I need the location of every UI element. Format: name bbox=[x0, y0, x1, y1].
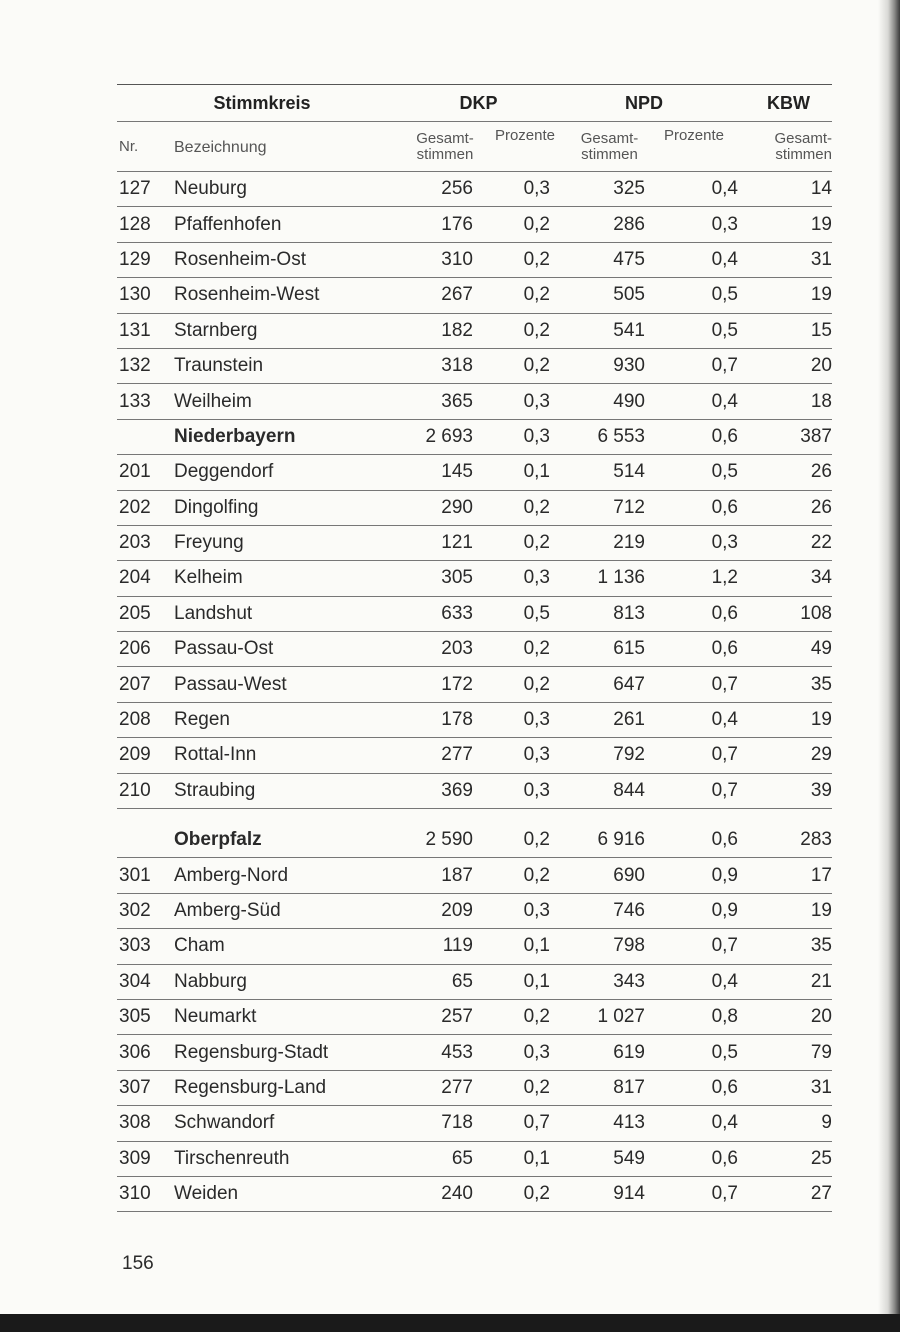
cell-dkp-prozente: 0,2 bbox=[523, 638, 550, 660]
cell-bezeichnung: Landshut bbox=[174, 602, 253, 624]
election-results-table bbox=[117, 85, 832, 1212]
cell-npd-gesamtstimmen: 914 bbox=[613, 1183, 645, 1205]
cell-kbw-gesamtstimmen: 283 bbox=[800, 829, 832, 851]
cell-kbw-gesamtstimmen: 22 bbox=[810, 532, 832, 554]
cell-bezeichnung: Niederbayern bbox=[174, 425, 296, 447]
cell-dkp-prozente: 0,3 bbox=[523, 744, 550, 766]
cell-dkp-prozente: 0,3 bbox=[523, 178, 550, 200]
cell-bezeichnung: Rosenheim-Ost bbox=[174, 248, 306, 270]
cell-npd-prozente: 0,7 bbox=[711, 744, 738, 766]
table-row bbox=[117, 823, 832, 858]
cell-dkp-gesamtstimmen: 121 bbox=[441, 532, 473, 554]
cell-dkp-gesamtstimmen: 145 bbox=[441, 461, 473, 483]
cell-dkp-gesamtstimmen: 257 bbox=[441, 1006, 473, 1028]
cell-npd-prozente: 0,7 bbox=[711, 779, 738, 801]
cell-npd-prozente: 0,3 bbox=[711, 532, 738, 554]
cell-dkp-prozente: 0,1 bbox=[523, 970, 550, 992]
header-dkp-gesamtstimmen: Gesamt- stimmen bbox=[416, 129, 474, 163]
header-nr: Nr. bbox=[119, 137, 139, 155]
cell-npd-gesamtstimmen: 1 136 bbox=[597, 567, 645, 589]
header-kbw-gesamtstimmen: Gesamt- stimmen bbox=[774, 129, 832, 163]
cell-bezeichnung: Kelheim bbox=[174, 567, 243, 589]
cell-bezeichnung: Schwandorf bbox=[174, 1112, 275, 1134]
cell-npd-gesamtstimmen: 514 bbox=[613, 461, 645, 483]
cell-dkp-prozente: 0,2 bbox=[523, 248, 550, 270]
cell-dkp-prozente: 0,2 bbox=[523, 319, 550, 341]
cell-nr: 301 bbox=[119, 864, 151, 886]
cell-dkp-gesamtstimmen: 369 bbox=[441, 779, 473, 801]
cell-dkp-gesamtstimmen: 182 bbox=[441, 319, 473, 341]
table-row bbox=[117, 526, 832, 561]
header-bezeichnung: Bezeichnung bbox=[174, 139, 267, 157]
cell-kbw-gesamtstimmen: 17 bbox=[810, 864, 832, 886]
header-npd: NPD bbox=[624, 92, 663, 113]
cell-npd-prozente: 0,4 bbox=[711, 178, 738, 200]
cell-kbw-gesamtstimmen: 26 bbox=[810, 461, 832, 483]
table-row bbox=[117, 597, 832, 632]
cell-dkp-prozente: 0,5 bbox=[523, 602, 550, 624]
cell-bezeichnung: Cham bbox=[174, 935, 225, 957]
cell-dkp-prozente: 0,3 bbox=[523, 709, 550, 731]
cell-dkp-prozente: 0,2 bbox=[523, 673, 550, 695]
cell-dkp-prozente: 0,2 bbox=[523, 1076, 550, 1098]
cell-npd-prozente: 0,8 bbox=[711, 1006, 738, 1028]
cell-npd-prozente: 0,6 bbox=[711, 1147, 738, 1169]
cell-nr: 308 bbox=[119, 1112, 151, 1134]
cell-bezeichnung: Freyung bbox=[174, 532, 244, 554]
cell-kbw-gesamtstimmen: 19 bbox=[810, 900, 832, 921]
cell-npd-gesamtstimmen: 490 bbox=[613, 390, 645, 412]
table-row bbox=[117, 1000, 832, 1035]
cell-npd-prozente: 0,6 bbox=[711, 425, 738, 447]
cell-dkp-gesamtstimmen: 318 bbox=[441, 355, 473, 377]
cell-kbw-gesamtstimmen: 19 bbox=[810, 709, 832, 731]
table-row bbox=[117, 1071, 832, 1106]
cell-bezeichnung: Rosenheim-West bbox=[174, 284, 320, 306]
table-body bbox=[117, 172, 832, 1212]
cell-kbw-gesamtstimmen: 25 bbox=[810, 1147, 832, 1169]
cell-bezeichnung: Weiden bbox=[174, 1183, 239, 1205]
cell-dkp-prozente: 0,2 bbox=[523, 284, 550, 306]
cell-dkp-gesamtstimmen: 305 bbox=[441, 567, 473, 589]
cell-npd-prozente: 0,6 bbox=[711, 638, 738, 660]
cell-bezeichnung: Passau-West bbox=[174, 673, 287, 695]
table-row bbox=[117, 172, 832, 207]
cell-kbw-gesamtstimmen: 20 bbox=[810, 1006, 832, 1028]
cell-npd-prozente: 0,7 bbox=[711, 673, 738, 695]
cell-nr: 203 bbox=[119, 532, 151, 554]
cell-npd-prozente: 0,4 bbox=[711, 709, 738, 731]
cell-npd-prozente: 0,3 bbox=[711, 213, 738, 235]
cell-dkp-gesamtstimmen: 172 bbox=[441, 673, 473, 695]
cell-nr: 133 bbox=[119, 390, 151, 412]
cell-npd-gesamtstimmen: 798 bbox=[613, 935, 645, 957]
cell-npd-prozente: 0,7 bbox=[711, 355, 738, 377]
cell-kbw-gesamtstimmen: 18 bbox=[810, 390, 832, 412]
cell-kbw-gesamtstimmen: 19 bbox=[810, 213, 832, 235]
cell-bezeichnung: Straubing bbox=[174, 779, 256, 801]
cell-kbw-gesamtstimmen: 108 bbox=[800, 602, 832, 624]
cell-bezeichnung: Regensburg-Land bbox=[174, 1076, 327, 1098]
table-row bbox=[117, 349, 832, 384]
cell-dkp-gesamtstimmen: 65 bbox=[451, 1147, 473, 1169]
cell-dkp-gesamtstimmen: 256 bbox=[441, 178, 473, 200]
scan-bottom-edge bbox=[0, 1314, 900, 1332]
page-edge-shadow bbox=[878, 0, 900, 1332]
cell-nr: 310 bbox=[119, 1183, 151, 1205]
table-row bbox=[117, 314, 832, 349]
cell-nr: 132 bbox=[119, 355, 151, 377]
cell-nr: 127 bbox=[119, 178, 151, 200]
table-row bbox=[117, 1177, 832, 1212]
cell-dkp-gesamtstimmen: 178 bbox=[441, 709, 473, 731]
cell-dkp-gesamtstimmen: 240 bbox=[441, 1183, 473, 1205]
cell-npd-gesamtstimmen: 1 027 bbox=[597, 1006, 645, 1028]
cell-kbw-gesamtstimmen: 9 bbox=[821, 1112, 832, 1134]
cell-kbw-gesamtstimmen: 49 bbox=[810, 638, 832, 660]
cell-bezeichnung: Passau-Ost bbox=[174, 638, 274, 660]
cell-dkp-prozente: 0,1 bbox=[523, 935, 550, 957]
table-row bbox=[117, 420, 832, 455]
cell-kbw-gesamtstimmen: 31 bbox=[810, 248, 832, 270]
cell-kbw-gesamtstimmen: 20 bbox=[810, 355, 832, 377]
cell-nr: 201 bbox=[119, 461, 151, 483]
cell-npd-gesamtstimmen: 844 bbox=[613, 779, 645, 801]
cell-nr: 205 bbox=[119, 602, 151, 624]
cell-kbw-gesamtstimmen: 29 bbox=[810, 744, 832, 766]
cell-dkp-prozente: 0,2 bbox=[523, 1183, 550, 1205]
cell-npd-prozente: 0,5 bbox=[711, 319, 738, 341]
cell-kbw-gesamtstimmen: 21 bbox=[810, 970, 832, 992]
cell-bezeichnung: Neumarkt bbox=[174, 1006, 257, 1028]
cell-nr: 210 bbox=[119, 779, 151, 801]
cell-dkp-gesamtstimmen: 119 bbox=[442, 935, 473, 957]
cell-npd-prozente: 0,4 bbox=[711, 1112, 738, 1134]
cell-npd-prozente: 0,5 bbox=[711, 1041, 738, 1063]
cell-dkp-prozente: 0,2 bbox=[523, 1006, 550, 1028]
cell-kbw-gesamtstimmen: 15 bbox=[810, 319, 832, 341]
cell-npd-prozente: 0,5 bbox=[711, 461, 738, 483]
table-row bbox=[117, 384, 832, 419]
cell-dkp-gesamtstimmen: 209 bbox=[441, 900, 473, 921]
cell-nr: 131 bbox=[119, 319, 151, 341]
cell-bezeichnung: Weilheim bbox=[174, 390, 252, 412]
cell-dkp-prozente: 0,3 bbox=[523, 567, 550, 589]
cell-nr: 306 bbox=[119, 1041, 151, 1063]
page-number: 156 bbox=[122, 1253, 154, 1274]
cell-bezeichnung: Regensburg-Stadt bbox=[174, 1041, 329, 1063]
cell-bezeichnung: Pfaffenhofen bbox=[174, 213, 282, 235]
cell-nr: 303 bbox=[119, 935, 151, 957]
cell-kbw-gesamtstimmen: 39 bbox=[810, 779, 832, 801]
cell-nr: 202 bbox=[119, 496, 151, 518]
cell-nr: 304 bbox=[119, 970, 151, 992]
header-row-groups bbox=[117, 85, 832, 122]
cell-npd-prozente: 0,7 bbox=[711, 935, 738, 957]
cell-kbw-gesamtstimmen: 35 bbox=[810, 935, 832, 957]
table-row bbox=[117, 738, 832, 773]
table-row bbox=[117, 243, 832, 278]
cell-bezeichnung: Tirschenreuth bbox=[174, 1147, 290, 1169]
cell-npd-prozente: 0,4 bbox=[711, 390, 738, 412]
cell-npd-gesamtstimmen: 541 bbox=[613, 319, 645, 341]
cell-kbw-gesamtstimmen: 31 bbox=[810, 1076, 832, 1098]
cell-dkp-prozente: 0,2 bbox=[523, 532, 550, 554]
cell-dkp-gesamtstimmen: 187 bbox=[441, 864, 473, 886]
cell-dkp-prozente: 0,3 bbox=[523, 390, 550, 412]
cell-npd-gesamtstimmen: 286 bbox=[613, 213, 645, 235]
table-row bbox=[117, 207, 832, 242]
cell-npd-gesamtstimmen: 219 bbox=[613, 532, 645, 554]
cell-dkp-prozente: 0,1 bbox=[523, 461, 550, 483]
cell-dkp-prozente: 0,3 bbox=[523, 900, 550, 921]
cell-dkp-gesamtstimmen: 633 bbox=[441, 602, 473, 624]
cell-nr: 204 bbox=[119, 567, 151, 589]
cell-npd-prozente: 0,9 bbox=[711, 900, 738, 921]
cell-kbw-gesamtstimmen: 34 bbox=[810, 567, 832, 589]
cell-dkp-gesamtstimmen: 176 bbox=[441, 213, 473, 235]
cell-npd-prozente: 0,9 bbox=[711, 864, 738, 886]
table-row bbox=[117, 1035, 832, 1070]
cell-nr: 206 bbox=[119, 638, 151, 660]
table-row bbox=[117, 774, 832, 809]
cell-npd-gesamtstimmen: 619 bbox=[613, 1041, 645, 1063]
cell-nr: 129 bbox=[119, 248, 151, 270]
cell-npd-prozente: 0,6 bbox=[711, 602, 738, 624]
cell-dkp-gesamtstimmen: 290 bbox=[441, 496, 473, 518]
table-row bbox=[117, 929, 832, 964]
cell-dkp-gesamtstimmen: 2 590 bbox=[425, 829, 473, 851]
cell-dkp-gesamtstimmen: 277 bbox=[441, 1076, 473, 1098]
cell-bezeichnung: Dingolfing bbox=[174, 496, 259, 518]
table-row bbox=[117, 1142, 832, 1177]
cell-bezeichnung: Nabburg bbox=[174, 970, 247, 992]
cell-bezeichnung: Regen bbox=[174, 709, 230, 731]
cell-npd-gesamtstimmen: 792 bbox=[613, 744, 645, 766]
cell-nr: 309 bbox=[119, 1147, 151, 1169]
cell-npd-gesamtstimmen: 690 bbox=[613, 864, 645, 886]
cell-nr: 302 bbox=[119, 900, 151, 921]
cell-nr: 128 bbox=[119, 213, 151, 235]
table-row bbox=[117, 703, 832, 738]
cell-nr: 130 bbox=[119, 284, 151, 306]
cell-kbw-gesamtstimmen: 19 bbox=[810, 284, 832, 306]
cell-dkp-gesamtstimmen: 718 bbox=[441, 1112, 473, 1134]
cell-bezeichnung: Starnberg bbox=[174, 319, 258, 341]
table-row bbox=[117, 965, 832, 1000]
table-row bbox=[117, 561, 832, 596]
cell-kbw-gesamtstimmen: 26 bbox=[810, 496, 832, 518]
table-row bbox=[117, 278, 832, 313]
cell-npd-gesamtstimmen: 343 bbox=[613, 970, 645, 992]
cell-npd-gesamtstimmen: 505 bbox=[613, 284, 645, 306]
cell-dkp-gesamtstimmen: 365 bbox=[441, 390, 473, 412]
cell-npd-gesamtstimmen: 746 bbox=[613, 900, 645, 921]
cell-npd-gesamtstimmen: 413 bbox=[613, 1112, 645, 1134]
header-dkp: DKP bbox=[459, 92, 498, 113]
table-row bbox=[117, 858, 832, 893]
cell-npd-prozente: 0,6 bbox=[711, 496, 738, 518]
cell-dkp-gesamtstimmen: 453 bbox=[441, 1041, 473, 1063]
cell-bezeichnung: Neuburg bbox=[174, 178, 247, 200]
cell-bezeichnung: Oberpfalz bbox=[174, 829, 262, 851]
cell-npd-gesamtstimmen: 6 553 bbox=[597, 425, 645, 447]
cell-dkp-prozente: 0,2 bbox=[523, 213, 550, 235]
cell-nr: 208 bbox=[119, 709, 151, 731]
cell-dkp-prozente: 0,3 bbox=[523, 1041, 550, 1063]
cell-npd-gesamtstimmen: 615 bbox=[613, 638, 645, 660]
cell-npd-prozente: 0,5 bbox=[711, 284, 738, 306]
cell-npd-prozente: 1,2 bbox=[711, 567, 738, 589]
header-npd-prozente: Prozente bbox=[663, 127, 725, 144]
cell-npd-gesamtstimmen: 325 bbox=[613, 178, 645, 200]
cell-kbw-gesamtstimmen: 14 bbox=[810, 178, 832, 200]
cell-npd-gesamtstimmen: 930 bbox=[613, 355, 645, 377]
cell-npd-gesamtstimmen: 6 916 bbox=[597, 829, 645, 851]
cell-npd-prozente: 0,4 bbox=[711, 248, 738, 270]
cell-bezeichnung: Rottal-Inn bbox=[174, 744, 257, 766]
cell-dkp-gesamtstimmen: 2 693 bbox=[425, 425, 473, 447]
cell-npd-gesamtstimmen: 261 bbox=[613, 709, 645, 731]
cell-npd-gesamtstimmen: 647 bbox=[613, 673, 645, 695]
cell-kbw-gesamtstimmen: 27 bbox=[810, 1183, 832, 1205]
cell-npd-gesamtstimmen: 712 bbox=[613, 496, 645, 518]
header-kbw: KBW bbox=[767, 92, 810, 113]
table-row bbox=[117, 455, 832, 490]
cell-npd-gesamtstimmen: 475 bbox=[613, 248, 645, 270]
table-row bbox=[117, 632, 832, 667]
table-row bbox=[117, 894, 832, 929]
header-dkp-prozente: Prozente bbox=[494, 127, 556, 144]
cell-npd-gesamtstimmen: 817 bbox=[613, 1076, 645, 1098]
cell-nr: 305 bbox=[119, 1006, 151, 1028]
cell-nr: 209 bbox=[119, 744, 151, 766]
cell-dkp-prozente: 0,3 bbox=[523, 779, 550, 801]
cell-bezeichnung: Deggendorf bbox=[174, 461, 274, 483]
cell-bezeichnung: Amberg-Süd bbox=[174, 900, 281, 921]
cell-kbw-gesamtstimmen: 79 bbox=[810, 1041, 832, 1063]
cell-dkp-gesamtstimmen: 203 bbox=[441, 638, 473, 660]
cell-npd-prozente: 0,6 bbox=[711, 1076, 738, 1098]
cell-dkp-prozente: 0,3 bbox=[523, 425, 550, 447]
cell-nr: 207 bbox=[119, 673, 151, 695]
table-row bbox=[117, 1106, 832, 1141]
cell-dkp-prozente: 0,2 bbox=[523, 355, 550, 377]
cell-npd-prozente: 0,6 bbox=[711, 829, 738, 851]
cell-dkp-prozente: 0,7 bbox=[523, 1112, 550, 1134]
header-stimmkreis: Stimmkreis bbox=[213, 92, 311, 113]
cell-kbw-gesamtstimmen: 387 bbox=[800, 425, 832, 447]
cell-dkp-gesamtstimmen: 277 bbox=[441, 744, 473, 766]
cell-npd-prozente: 0,7 bbox=[711, 1183, 738, 1205]
cell-npd-prozente: 0,4 bbox=[711, 970, 738, 992]
table-row bbox=[117, 667, 832, 702]
cell-dkp-prozente: 0,1 bbox=[523, 1147, 550, 1169]
cell-dkp-prozente: 0,2 bbox=[523, 829, 550, 851]
header-row-columns bbox=[117, 122, 832, 172]
cell-dkp-prozente: 0,2 bbox=[523, 864, 550, 886]
cell-dkp-gesamtstimmen: 267 bbox=[441, 284, 473, 306]
cell-kbw-gesamtstimmen: 35 bbox=[810, 673, 832, 695]
cell-dkp-prozente: 0,2 bbox=[523, 496, 550, 518]
cell-bezeichnung: Amberg-Nord bbox=[174, 864, 289, 886]
cell-bezeichnung: Traunstein bbox=[174, 355, 264, 377]
table-row bbox=[117, 491, 832, 526]
cell-dkp-gesamtstimmen: 310 bbox=[441, 248, 473, 270]
cell-npd-gesamtstimmen: 549 bbox=[613, 1147, 645, 1169]
cell-npd-gesamtstimmen: 813 bbox=[613, 602, 645, 624]
cell-nr: 307 bbox=[119, 1076, 151, 1098]
cell-dkp-gesamtstimmen: 65 bbox=[451, 970, 473, 992]
header-npd-gesamtstimmen: Gesamt- stimmen bbox=[580, 129, 639, 163]
